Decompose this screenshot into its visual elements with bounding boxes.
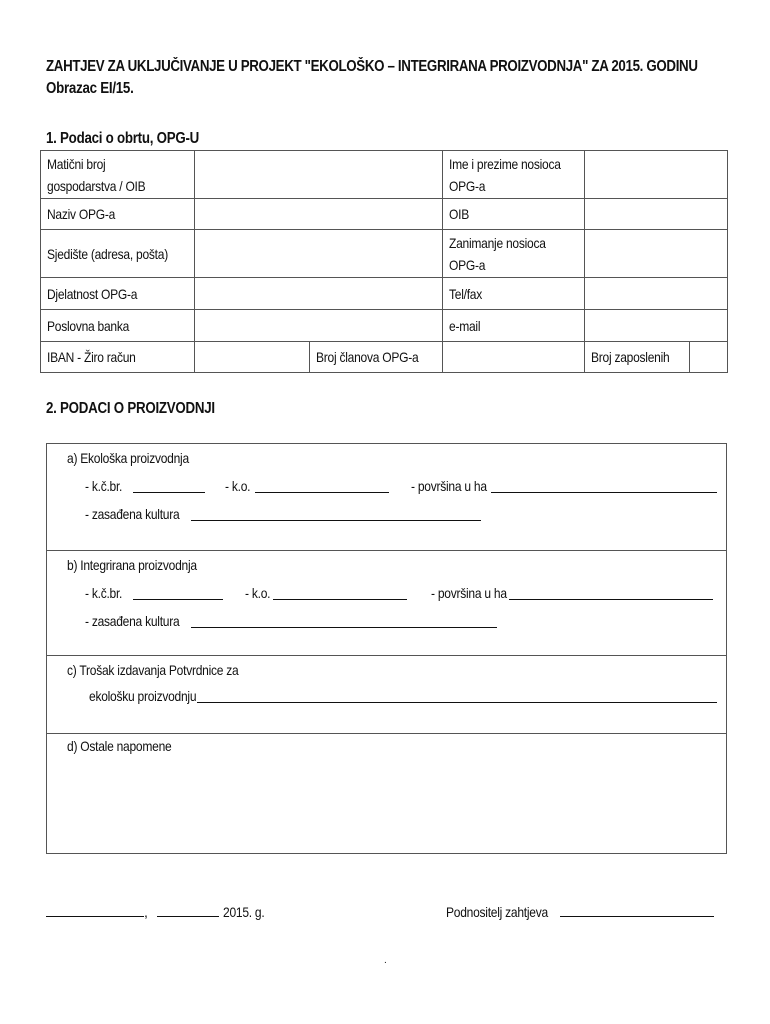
email-label: e-mail xyxy=(442,310,585,342)
table-row xyxy=(41,278,728,310)
ekoloska-kultura-label: - zasađena kultura xyxy=(85,506,180,522)
ekoloska-proizvodnja-box xyxy=(46,443,727,551)
ekoloska-kcbr-field[interactable] xyxy=(133,478,205,496)
integrirana-kultura-field[interactable] xyxy=(191,613,497,631)
integrirana-kultura-label: - zasađena kultura xyxy=(85,613,180,629)
maticni-broj-field[interactable] xyxy=(194,151,442,199)
poslovna-banka-label: Poslovna banka xyxy=(41,310,195,342)
email-field[interactable] xyxy=(585,310,728,342)
integrirana-kcbr-label: - k.č.br. xyxy=(85,585,123,601)
ekoloska-ko-label: - k.o. xyxy=(225,478,251,494)
zanimanje-field[interactable] xyxy=(585,230,728,278)
comma: , xyxy=(144,904,148,920)
iban-field[interactable] xyxy=(194,342,310,373)
integrirana-title: b) Integrirana proizvodnja xyxy=(67,557,197,573)
broj-clanova-field[interactable] xyxy=(442,342,585,373)
ekoloska-povrsina-field[interactable] xyxy=(491,478,717,496)
page-dot: . xyxy=(384,955,387,966)
oib-label: OIB xyxy=(442,199,585,230)
maticni-broj-label: Matični broj gospodarstva / OIB xyxy=(41,151,195,199)
integrirana-povrsina-field[interactable] xyxy=(509,585,713,603)
broj-zaposlenih-label: Broj zaposlenih xyxy=(585,342,689,373)
trosak-field[interactable] xyxy=(197,688,717,706)
oib-field[interactable] xyxy=(585,199,728,230)
section1-heading: 1. Podaci o obrtu, OPG-U xyxy=(46,130,200,147)
integrirana-ko-field[interactable] xyxy=(273,585,407,603)
section2-heading: 2. PODACI O PROIZVODNJI xyxy=(46,400,215,417)
signature-field[interactable] xyxy=(560,902,714,917)
form-code: Obrazac EI/15. xyxy=(46,80,134,97)
table-row xyxy=(41,342,728,373)
trosak-title: c) Trošak izdavanja Potvrdnice za xyxy=(67,662,239,678)
telfax-field[interactable] xyxy=(585,278,728,310)
ime-prezime-field[interactable] xyxy=(585,151,728,199)
napomene-field[interactable] xyxy=(47,760,726,853)
integrirana-kcbr-field[interactable] xyxy=(133,585,223,603)
table-row xyxy=(41,310,728,342)
table-row xyxy=(41,199,728,230)
ekoloska-kcbr-label: - k.č.br. xyxy=(85,478,123,494)
ekoloska-povrsina-label: - površina u ha xyxy=(411,478,487,494)
integrirana-povrsina-label: - površina u ha xyxy=(431,585,507,601)
integrirana-ko-label: - k.o. xyxy=(245,585,271,601)
opg-data-table xyxy=(40,150,728,373)
sjediste-field[interactable] xyxy=(194,230,442,278)
naziv-opg-field[interactable] xyxy=(194,199,442,230)
trosak-label2: ekološku proizvodnju xyxy=(89,688,197,704)
ekoloska-ko-field[interactable] xyxy=(255,478,389,496)
year-label: 2015. g. xyxy=(222,904,265,920)
naziv-opg-label: Naziv OPG-a xyxy=(41,199,195,230)
place-field[interactable] xyxy=(46,902,144,917)
table-row xyxy=(41,230,728,278)
ostale-napomene-box xyxy=(46,733,727,854)
footer-signer xyxy=(446,902,714,920)
ekoloska-kultura-field[interactable] xyxy=(191,506,481,524)
table-row xyxy=(41,151,728,199)
djelatnost-label: Djelatnost OPG-a xyxy=(41,278,195,310)
date-field[interactable] xyxy=(157,902,219,917)
broj-clanova-label: Broj članova OPG-a xyxy=(310,342,442,373)
poslovna-banka-field[interactable] xyxy=(194,310,442,342)
iban-label: IBAN - Žiro račun xyxy=(41,342,195,373)
signer-label: Podnositelj zahtjeva xyxy=(446,904,548,920)
footer-place-date xyxy=(46,902,271,920)
form-title: ZAHTJEV ZA UKLJUČIVANJE U PROJEKT "EKOLOŠKO – INTEGRIRANA PROIZVODNJA" ZA 2015. GODINU xyxy=(46,58,698,75)
napomene-title: d) Ostale napomene xyxy=(67,738,172,754)
telfax-label: Tel/fax xyxy=(442,278,585,310)
integrirana-proizvodnja-box xyxy=(46,550,727,656)
broj-zaposlenih-field[interactable] xyxy=(689,342,727,373)
zanimanje-label: Zanimanje nosioca OPG-a xyxy=(442,230,585,278)
ime-prezime-label: Ime i prezime nosioca OPG-a xyxy=(442,151,585,199)
djelatnost-field[interactable] xyxy=(194,278,442,310)
trosak-box xyxy=(46,655,727,734)
ekoloska-title: a) Ekološka proizvodnja xyxy=(67,450,189,466)
sjediste-label: Sjedište (adresa, pošta) xyxy=(41,230,195,278)
